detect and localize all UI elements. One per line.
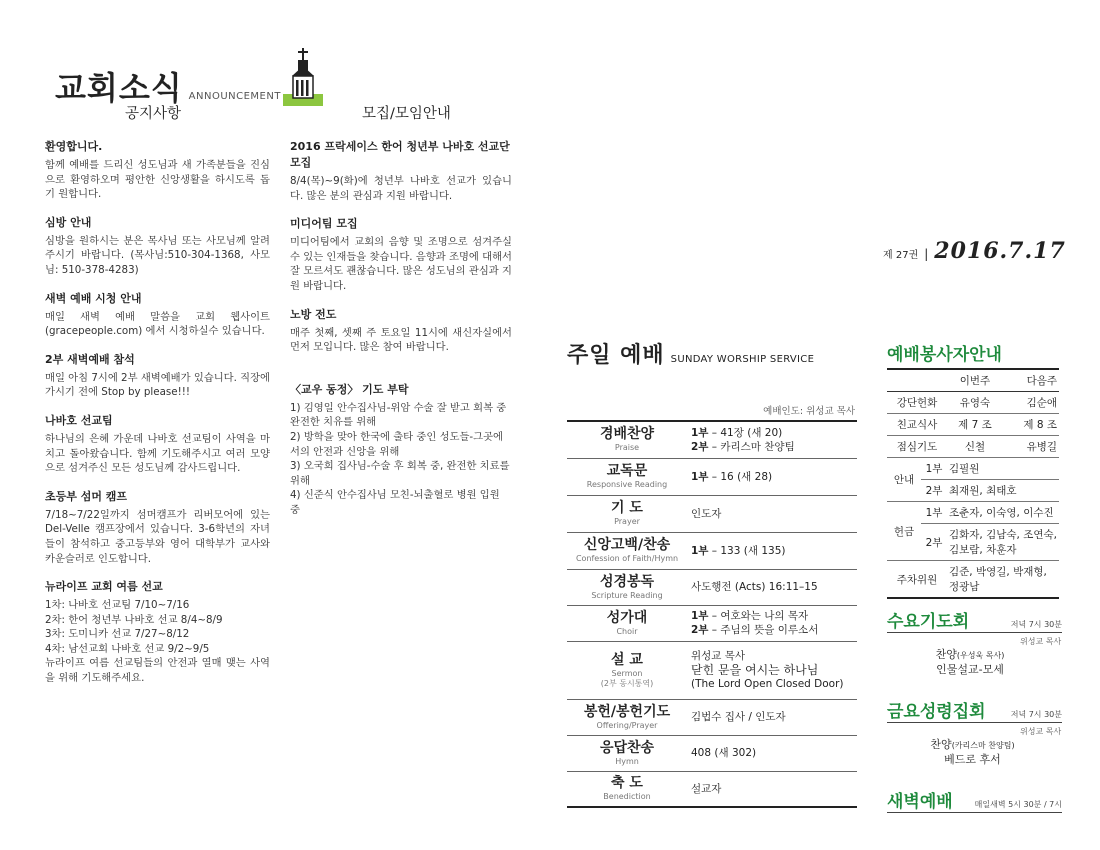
worship-item-en: Offering/Prayer <box>596 720 658 730</box>
worship-item-en: Benediction <box>603 792 651 802</box>
worship-item-en: Hymn <box>615 756 639 766</box>
worship-detail: 1부 – 여호와는 나의 목자 <box>691 610 809 622</box>
dawn-time: 매일새벽 5시 30분 / 7시 <box>974 800 1062 809</box>
service-row <box>887 414 1059 436</box>
worship-item-ko: 봉헌/봉헌기도 <box>583 703 671 720</box>
service-this: 신철 <box>947 436 1003 458</box>
worship-item-en: Responsive Reading <box>586 480 668 489</box>
recruit-text: 8/4(목)~9(화)에 청년부 나바호 선교가 있습니다. 많은 분의 관심과 지원 바랍니다. <box>290 175 512 202</box>
service-col-next: 다음주 <box>1003 369 1059 392</box>
worship-row <box>567 569 857 605</box>
worship-detail: 사도행전 (Acts) 16:11–15 <box>691 581 818 593</box>
worship-item-en: Scripture Reading <box>591 590 663 600</box>
notice-text: 매일 새벽 예배 말씀을 교회 웹사이트 (gracepeople.com) 에서 시청하실수 있습니다. <box>45 310 270 338</box>
worship-row <box>567 421 857 458</box>
worship-row <box>567 605 857 641</box>
notice-text: 심방을 원하시는 분은 목사님 또는 사모님께 알려주시기 바랍니다. (목사님:510-304-1368, 사모님: 510-378-4283) <box>45 234 270 276</box>
service-label: 주차위원 <box>887 561 947 599</box>
service-sub-label: 1부 <box>921 502 947 524</box>
service-label: 헌금 <box>887 502 921 561</box>
notice-section <box>45 488 270 566</box>
worship-item-ko: 신앙고백/찬송 <box>583 537 671 553</box>
worship-detail: 닫힌 문을 여시는 하나님 <box>691 663 819 677</box>
worship-detail: 2부 – 주님의 뜻을 이루소서 <box>691 624 819 636</box>
prayer-item: 2) 방학을 맞아 한국에 출타 중인 성도들-그곳에서의 안전과 신앙을 위해 <box>290 430 503 458</box>
issue-date: 2016.7.17 <box>934 238 1066 264</box>
service-row <box>887 502 1059 524</box>
worship-item-ko: 설 교 <box>611 651 643 668</box>
notice-section <box>45 138 270 202</box>
service-row <box>887 561 1059 599</box>
service-label: 친교식사 <box>887 414 947 436</box>
worship-row <box>567 532 857 569</box>
worship-row <box>567 495 857 532</box>
recruit-section <box>290 215 512 293</box>
service-this: 유영숙 <box>947 392 1003 414</box>
worship-order-table <box>567 420 857 808</box>
service-header-row <box>887 369 1059 392</box>
service-sub-label: 1부 <box>921 458 947 480</box>
prayer-item: 4) 신준식 안수집사님 모친-뇌출혈로 병원 입원 중 <box>290 489 500 516</box>
notice-section <box>45 214 270 278</box>
worship-item-note: (2부 동시통역) <box>600 678 654 688</box>
wednesday-leader: 위성교 목사 <box>1020 637 1062 646</box>
service-value: 김준, 박영길, 박재형, 정광남 <box>947 561 1059 599</box>
service-label: 강단헌화 <box>887 392 947 414</box>
issue-info <box>883 238 1066 264</box>
worship-detail: 인도자 <box>691 507 722 520</box>
notice-heading: 초등부 섬머 캠프 <box>45 489 128 503</box>
worship-detail: 김법수 집사 / 인도자 <box>691 711 786 723</box>
prayer-heading: 〈교우 동정〉 기도 부탁 <box>290 382 409 396</box>
service-sub-label: 2부 <box>921 524 947 561</box>
service-next: 김순애 <box>1003 392 1059 414</box>
wednesday-header <box>887 607 1062 633</box>
service-row <box>887 458 1059 480</box>
service-label: 점심기도 <box>887 436 947 458</box>
worship-header <box>567 338 814 369</box>
notice-section <box>45 412 270 476</box>
notice-section <box>45 351 270 400</box>
page-subtitle: ANNOUNCEMENT <box>188 91 281 102</box>
notice-heading: 새벽 예배 시청 안내 <box>45 291 142 305</box>
service-value: 김필원 <box>947 458 1059 480</box>
service-this: 제 7 조 <box>947 414 1003 436</box>
friday-leader: 위성교 목사 <box>1020 727 1062 736</box>
worship-row <box>567 458 857 495</box>
worship-item-ko: 축 도 <box>611 775 643 792</box>
worship-detail: 설교자 <box>691 782 722 795</box>
service-row <box>887 392 1059 414</box>
wednesday-time: 저녁 7시 30분 <box>1010 620 1062 629</box>
friday-time: 저녁 7시 30분 <box>1010 710 1062 719</box>
notice-heading: 심방 안내 <box>45 215 92 229</box>
worship-item-ko: 교독문 <box>606 463 648 479</box>
page-title: 교회소식 <box>55 69 183 107</box>
worship-subtitle: SUNDAY WORSHIP SERVICE <box>670 354 815 365</box>
worship-row <box>567 771 857 807</box>
prayer-list <box>290 401 512 518</box>
service-table <box>887 368 1059 599</box>
worship-detail: 1부 – 41장 (새 20) <box>691 426 783 439</box>
header <box>55 48 323 106</box>
notice-text: 하나님의 은혜 가운데 나바호 선교팀이 사역을 마치고 돌아왔습니다. 함께 기도해주시고 여러 모양으로 섬겨주신 모든 성도님께 감사드립니다. <box>45 432 270 475</box>
worship-item-en: Confession of Faith/Hymn <box>575 554 679 563</box>
prayer-section <box>290 381 512 518</box>
recruit-text: 매주 첫째, 셋째 주 토요일 11시에 새신자실에서 먼저 모입니다. 많은 참여 바랍니다. <box>290 326 512 354</box>
service-value: 최재원, 최태호 <box>947 480 1059 502</box>
friday-header <box>887 697 1062 723</box>
worship-detail: 위성교 목사 <box>691 650 746 662</box>
worship-detail: 408 (새 302) <box>691 747 757 759</box>
notice-text: 7/18~7/22일까지 섬머캠프가 리버모어에 있는 Del-Velle 캠프장에서 있습니다. 3-6학년의 자녀들이 참석하고 중고등부와 영어 대학부가 교사와 카운슬러로 인도합니다. <box>45 508 270 565</box>
prayer-item: 3) 오국희 집사님-수술 후 회복 중, 완전한 치료를 위해 <box>290 460 510 487</box>
worship-detail: 2부 – 카리스마 찬양팀 <box>691 440 795 453</box>
service-row <box>887 436 1059 458</box>
notice-heading: 뉴라이프 교회 여름 선교 <box>45 580 163 594</box>
worship-item-ko: 경배찬양 <box>599 426 655 443</box>
notice-heading: 나바호 선교팀 <box>45 413 113 427</box>
worship-detail: 1부 – 16 (새 28) <box>691 470 773 483</box>
worship-row <box>567 641 857 699</box>
worship-title: 주일 예배 <box>567 343 665 368</box>
notice-text: 매일 아침 7시에 2부 새벽예배가 있습니다. 직장에 가시기 전에 Stop by please!!! <box>45 371 271 399</box>
recruit-heading: 2016 프락세이스 한어 청년부 나바호 선교단 모집 <box>290 140 510 169</box>
notice-text: 함께 예배를 드리신 성도님과 새 가족분들을 진심으로 환영하오며 평안한 신앙생활을 하시도록 돕기 원합니다. <box>45 159 270 201</box>
notice-heading: 환영합니다. <box>45 140 103 153</box>
service-next: 유병길 <box>1003 436 1059 458</box>
friday-title: 금요성령집회 <box>887 702 986 722</box>
worship-item-en: Choir <box>616 626 638 636</box>
recruit-title: 모집/모임안내 <box>362 106 451 122</box>
recruit-section <box>290 306 512 355</box>
friday-body: 찬양(카리스마 찬양팀) 베드로 후서 <box>930 738 1015 766</box>
service-next: 제 8 조 <box>1003 414 1059 436</box>
worship-detail: (The Lord Open Closed Door) <box>691 678 844 690</box>
notice-section <box>45 290 270 339</box>
notice-column <box>45 138 270 698</box>
worship-item-ko: 응답찬송 <box>599 739 655 756</box>
worship-item-ko: 기 도 <box>611 500 643 516</box>
worship-item-en: Sermon <box>611 668 643 678</box>
dawn-header <box>887 787 1062 813</box>
worship-row <box>567 735 857 771</box>
prayer-item: 1) 김영일 안수집사님-위암 수술 잘 받고 회복 중 완전한 치유를 위해 <box>290 401 507 429</box>
issue-volume: 제 27권 <box>883 250 919 261</box>
notice-section <box>45 578 270 686</box>
worship-leader: 예배인도: 위성교 목사 <box>763 406 855 417</box>
service-title: 예배봉사자안내 <box>887 345 1002 365</box>
issue-separator: | <box>924 247 929 261</box>
worship-item-ko: 성가대 <box>606 609 648 626</box>
recruit-heading: 미디어팀 모집 <box>290 217 358 231</box>
service-label: 안내 <box>887 458 921 502</box>
worship-item-ko: 성경봉독 <box>599 573 655 590</box>
wednesday-title: 수요기도회 <box>887 612 970 632</box>
service-value: 조춘자, 이숙영, 이수진 <box>947 502 1059 524</box>
church-icon <box>283 48 323 106</box>
wednesday-body: 찬양(우성욱 목사) 인물설교-모세 <box>935 648 1005 676</box>
dawn-title: 새벽예배 <box>887 792 953 812</box>
notice-text: 1차: 나바호 선교팀 7/10~7/16 2차: 한어 청년부 나바호 선교 8/4~8/9 3차: 도미니카 선교 7/27~8/12 4차: 남선교회 나바호 선교 9/2~9/5 뉴라이프 여름 선교팀들의 안전과 열매 맺는 사역을 위해 기도해주세요. <box>45 599 270 685</box>
recruit-column <box>290 138 512 530</box>
notice-heading: 2부 새벽예배 참석 <box>45 352 135 366</box>
service-value: 김화자, 김남숙, 조연숙, 김보람, 차훈자 <box>947 524 1059 561</box>
recruit-text: 미디어팀에서 교회의 음향 및 조명으로 섬겨주실 수 있는 인재들을 찾습니다. 음향과 조명에 대해서 잘 모르셔도 괜찮습니다. 많은 성도님의 관심과 지원 바랍니다. <box>290 236 512 292</box>
service-sub-label: 2부 <box>921 480 947 502</box>
notice-title: 공지사항 <box>125 106 182 122</box>
worship-item-en: Praise <box>614 443 640 453</box>
recruit-section <box>290 138 512 203</box>
recruit-heading: 노방 전도 <box>290 307 337 321</box>
worship-detail: 1부 – 133 (새 135) <box>691 544 786 557</box>
service-col-this: 이번주 <box>947 369 1003 392</box>
worship-row <box>567 699 857 735</box>
worship-item-en: Prayer <box>614 517 640 526</box>
